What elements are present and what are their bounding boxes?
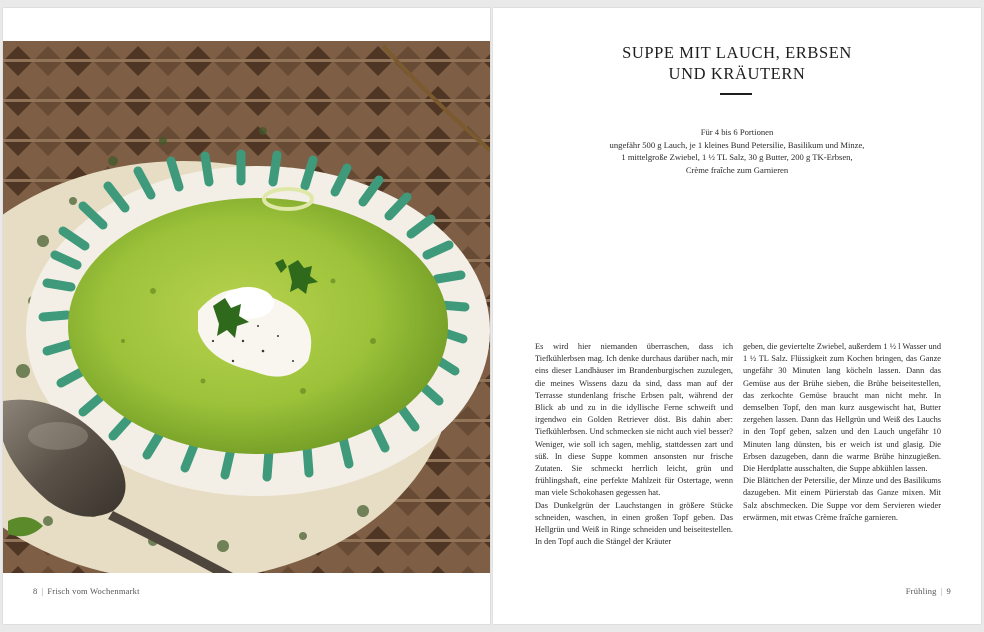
left-page <box>3 8 491 624</box>
folio-right <box>906 586 951 596</box>
ingredients-line: Crème fraîche zum Garnieren <box>685 164 789 175</box>
soup-bowl-photo <box>3 41 491 573</box>
ingredients-line: ungefähr 500 g Lauch, je 1 kleines Bund Petersilie, Basilikum und Minze, <box>609 139 865 150</box>
folio-left <box>33 586 140 596</box>
soup-photo-illustration <box>3 41 491 573</box>
recipe-title <box>493 42 981 84</box>
recipe-text <box>535 341 945 581</box>
title-divider <box>720 93 752 95</box>
ingredients-block <box>553 126 921 176</box>
recipe-title-line-1: SUPPE MIT LAUCH, ERBSEN <box>622 43 852 62</box>
page-number-right: 9 <box>946 586 951 596</box>
paragraph: Das Dunkelgrün der Lauchstangen in größere Stücke schneiden, waschen, in einen großen Topf geben. Das Hellgrün und Weiß in Ringe schneiden und beiseitestellen. In den Topf auch die Stängel der Kräuter <box>535 500 733 547</box>
ingredients-line: 1 mittelgroße Zwiebel, 1 ½ TL Salz, 30 g Butter, 200 g TK-Erbsen, <box>621 152 853 163</box>
right-page <box>493 8 981 624</box>
paragraph: Es wird hier niemanden überraschen, dass ich Tiefkühlerbsen mag. Ich denke durchaus darüber nach, mir eins dieser Landhäuser im Brandenburgischen zuzulegen, die meines Wissens dazu da sind, dass man auf der Terrasse stundenlang frische Erbsen palt, während der Blick ab und zu in die idyllische Ferne schweift und irgendwo ein Golden Retriever döst. Bis dahin aber: Tiefkühlerbsen. Und schmecken sie nicht auch viel besser? Weniger, wie soll ich sagen, mehlig, stattdessen zart und süß. In diese Suppe kommen ansonsten nur frische Zutaten. Sie schmeckt herrlich leicht, grün und frühlingshaft, eine perfekte Mahlzeit für Ostertage, wenn man viele Schokohasen gegessen hat. <box>535 342 733 498</box>
page-number-left: 8 <box>33 586 38 596</box>
text-column-2 <box>743 341 941 524</box>
paragraph: Die Blättchen der Petersilie, der Minze und des Basilikums dazugeben. Mit einem Pürierstab das Ganze mixen. Mit Salz abschmecken. Die Suppe vor dem Servieren wieder erwärmen, mit etwas Crème fraîche garnieren. <box>743 476 941 522</box>
chapter-title-right: Frühling <box>905 586 937 596</box>
servings: Für 4 bis 6 Portionen <box>700 127 774 137</box>
text-column-1 <box>535 341 733 548</box>
folio-separator: | <box>41 586 44 596</box>
chapter-title-left: Frisch vom Wochenmarkt <box>47 586 140 596</box>
recipe-title-line-2: UND KRÄUTERN <box>668 64 806 83</box>
folio-separator: | <box>940 586 943 596</box>
paragraph: geben, die geviertelte Zwiebel, außerdem 1 ½ l Wasser und 1 ½ TL Salz. Flüssigkeit zum Kochen bringen, das Ganze ungefähr 30 Minuten lang köcheln lassen. Dann das Gemüse aus der Brühe sieben, die Brühe beiseitestellen, das zerkochte Gemüse braucht man nicht mehr. In demselben Topf, den man kurz ausgewischt hat, Butter zergehen lassen. Dann das Hellgrün und Weiß des Lauchs in den Topf geben, salzen und den Lauch ungefähr 10 Minuten lang dünsten, bis er weich ist und glasig. Die Erbsen dazugeben, dann die warme Brühe hinzugießen. Die Herdplatte ausschalten, die Suppe abkühlen lassen. <box>743 342 941 474</box>
